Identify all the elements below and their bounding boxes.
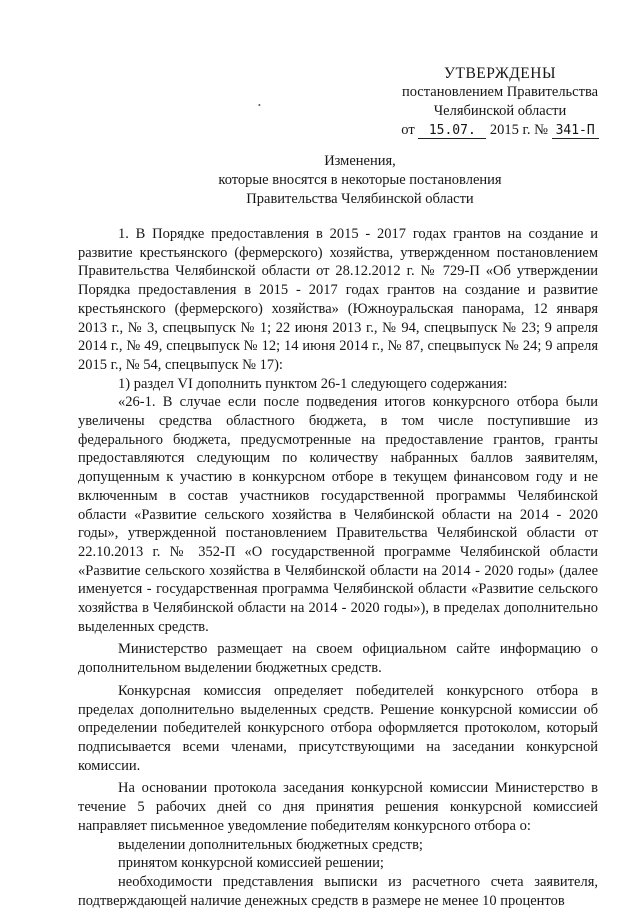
paragraph-9: необходимости представления выписки из расчетного счета заявителя, подтверждающей наличие денежных средств в размере не менее 10 процентов bbox=[78, 873, 598, 909]
approval-date-line bbox=[380, 121, 620, 140]
paragraph-3: «26-1. В случае если после подведения итогов конкурсного отбора были увеличены средства областного бюджета, в том числе поступившие из федерального бюджета, предусмотренные на предоставление грантов, гранты предоставляются следующим по количеству набранных баллов заявителям, допущенным к участию в конкурсном отборе в текущем финансовом году и не включенным в состав участников государственной программы Челябинской области «Развитие сельского хозяйства в Челябинской области на 2014 - 2020 годы», утвержденной постановлением Правительства Челябинской области от 22.10.2013 г. № 352-П «О государственной программе Челябинской области «Развитие сельского хозяйства в Челябинской области на 2014 - 2020 годы» (далее именуется - государственная программа Челябинской области «Развитие сельского хозяйства в Челябинской области на 2014 - 2020 годы»), в пределах дополнительно выделенных средств. bbox=[78, 394, 598, 635]
year-text: 2015 г. № bbox=[489, 122, 548, 138]
paragraph-5: Конкурсная комиссия определяет победителей конкурсного отбора в пределах дополнительно выделенных средств. Решение конкурсной комиссии об определении победителей конкурсного отбора оформляется протоколом, который подписывается всеми членами, присутствующими на заседании конкурсной комиссии. bbox=[78, 682, 598, 774]
paragraph-6: На основании протокола заседания конкурсной комиссии Министерство в течение 5 рабочих дней со дня принятия решения конкурсной комиссией направляет письменное уведомление победителям конкурсного отбора о: bbox=[78, 780, 598, 834]
date-prefix: от bbox=[401, 122, 415, 138]
paragraph-4: Министерство размещает на своем официальном сайте информацию о дополнительном выделении бюджетных средств. bbox=[78, 641, 598, 677]
approval-line-2: Челябинской области bbox=[433, 103, 567, 119]
date-value: 15.07. bbox=[418, 123, 486, 139]
paragraph-2: 1) раздел VI дополнить пунктом 26-1 следующего содержания: bbox=[118, 375, 508, 392]
title-line-1: Изменения, bbox=[324, 153, 396, 169]
approval-stamp bbox=[380, 64, 620, 140]
paragraph-1: 1. В Порядке предоставления в 2015 - 2017 годах грантов на создание и развитие крестьянского (фермерского) хозяйства, утвержденном постановлением Правительства Челябинской области от 28.12.2012 г. № 729-П «Об утверждении Порядка предоставления в 2015 - 2017 годах грантов на создание и развитие крестьянского (фермерского) хозяйства» (Южноуральская панорама, 12 января 2013 г., № 3, спецвыпуск № 1; 22 июня 2013 г., № 94, спецвыпуск № 23; 9 апреля 2014 г., № 49, спецвыпуск № 12; 14 июня 2014 г., № 87, спецвыпуск № 24; 9 апреля 2015 г., № 54, спецвыпуск № 17): bbox=[78, 226, 598, 373]
paragraph-8: принятом конкурсной комиссией решении; bbox=[118, 855, 384, 872]
scan-speck: • bbox=[258, 101, 261, 110]
document-body bbox=[78, 225, 598, 910]
resolution-number: 341-П bbox=[552, 123, 599, 139]
title-line-2: которые вносятся в некоторые постановления bbox=[218, 172, 502, 188]
approval-line-1: постановлением Правительства bbox=[401, 84, 599, 100]
title-line-3: Правительства Челябинской области bbox=[246, 191, 474, 207]
approval-heading: УТВЕРЖДЕНЫ bbox=[444, 65, 556, 82]
document-title bbox=[160, 152, 560, 209]
paragraph-7: выделении дополнительных бюджетных средств; bbox=[118, 836, 423, 853]
